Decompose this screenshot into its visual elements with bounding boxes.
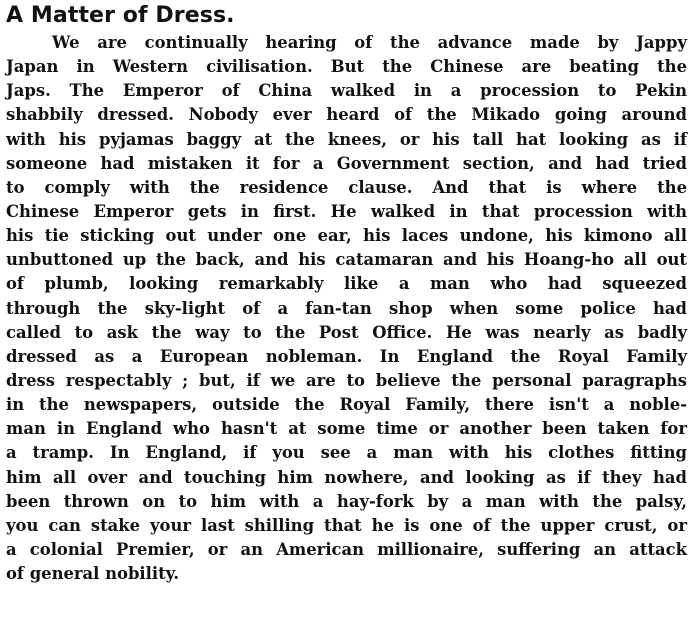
article-line: man in England who hasn't at some time or another been taken for	[6, 419, 687, 439]
article-line: someone had mistaken it for a Government section, and had tried	[6, 153, 687, 173]
article-line: of general nobility.	[6, 564, 180, 584]
article-line: been thrown on to him with a hay-fork by a man with the palsy,	[6, 491, 687, 511]
article-body	[6, 31, 687, 586]
article-line: called to ask the way to the Post Office. He was nearly as badly	[6, 322, 687, 342]
article-line: in the newspapers, outside the Royal Family, there isn't a noble-	[6, 395, 687, 415]
article-line: to comply with the residence clause. And that is where the	[6, 177, 687, 197]
article-line: unbuttoned up the back, and his catamaran and his Hoang-ho all out	[6, 250, 687, 270]
article-line: you can stake your last shilling that he is one of the upper crust, or	[6, 515, 687, 535]
article-line: with his pyjamas baggy at the knees, or his tall hat looking as if	[6, 129, 687, 149]
article-line: a tramp. In England, if you see a man with his clothes fitting	[6, 443, 687, 463]
article-line: him all over and touching him nowhere, and looking as if they had	[6, 467, 687, 487]
article-line: a colonial Premier, or an American millionaire, suffering an attack	[6, 539, 687, 559]
article-line: We are continually hearing of the advance made by Jappy	[52, 33, 687, 52]
article-line: his tie sticking out under one ear, his laces undone, his kimono all	[6, 226, 687, 246]
article-line: dress respectably ; but, if we are to believe the personal paragraphs	[6, 370, 687, 390]
article-line: Japan in Western civilisation. But the Chinese are beating the	[6, 57, 687, 77]
article-line: shabbily dressed. Nobody ever heard of the Mikado going around	[6, 105, 687, 125]
article-line: through the sky-light of a fan-tan shop when some police had	[6, 298, 687, 318]
article-line: Japs. The Emperor of China walked in a procession to Pekin	[6, 81, 687, 101]
article-title: A Matter of Dress.	[6, 3, 235, 28]
article-line: of plumb, looking remarkably like a man who had squeezed	[6, 274, 687, 294]
article-line: dressed as a European nobleman. In England the Royal Family	[6, 346, 687, 366]
article-line: Chinese Emperor gets in first. He walked in that procession with	[6, 201, 687, 221]
